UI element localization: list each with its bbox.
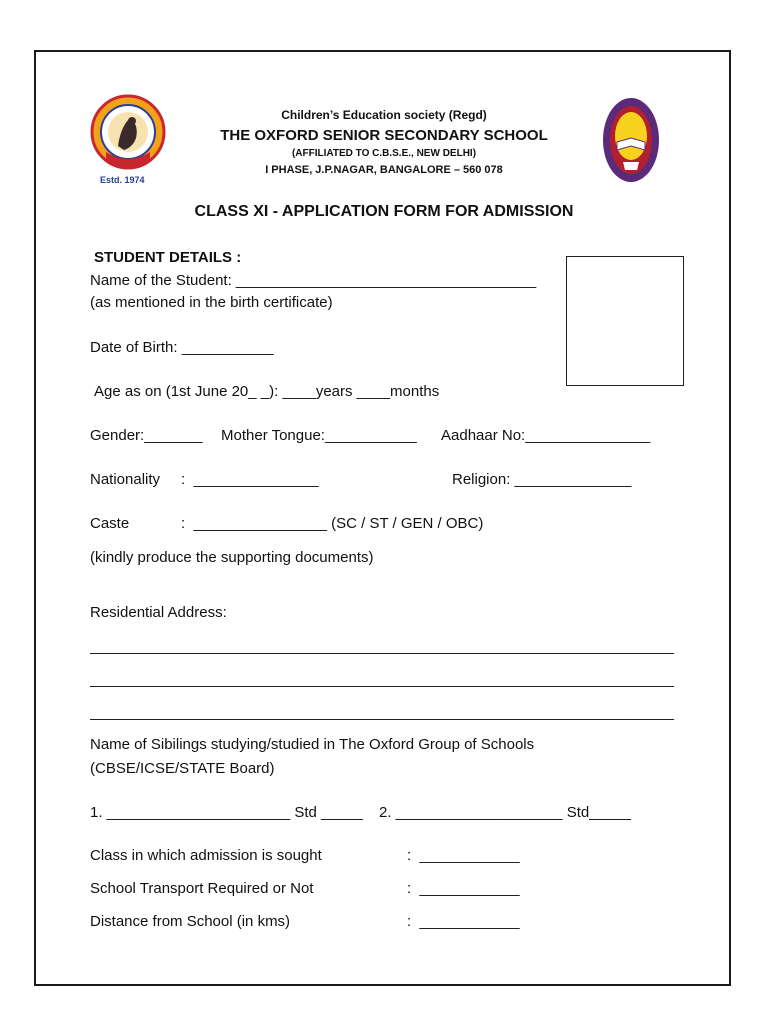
class-sought-label: Class in which admission is sought	[90, 847, 322, 864]
school-address: I PHASE, J.P.NAGAR, BANGALORE – 560 078	[265, 164, 503, 176]
caste-field[interactable]: : ________________ (SC / ST / GEN / OBC)	[181, 515, 484, 532]
photo-box	[566, 256, 684, 386]
address-label: Residential Address:	[90, 604, 227, 621]
mother-tongue-field[interactable]: Mother Tongue:___________	[221, 427, 417, 444]
address-line-1[interactable]: ______________________________________________________________________	[90, 638, 674, 655]
sibling-1-field[interactable]: 1. ______________________ Std _____	[90, 804, 363, 821]
distance-field[interactable]: : ____________	[407, 913, 520, 930]
class-sought-field[interactable]: : ____________	[407, 847, 520, 864]
form-title: CLASS XI - APPLICATION FORM FOR ADMISSION	[194, 203, 574, 220]
section-student-details: STUDENT DETAILS :	[94, 249, 242, 266]
address-line-3[interactable]: ______________________________________________________________________	[90, 704, 674, 721]
sibling-2-field[interactable]: 2. ____________________ Std_____	[379, 804, 631, 821]
student-name-field[interactable]: Name of the Student: ____________________________________	[90, 272, 537, 289]
nationality-field[interactable]: : _______________	[181, 471, 319, 488]
aadhaar-field[interactable]: Aadhaar No:_______________	[441, 427, 651, 444]
society-name: Children’s Education society (Regd)	[281, 108, 487, 122]
religion-field[interactable]: Religion: ______________	[452, 471, 632, 488]
transport-field[interactable]: : ____________	[407, 880, 520, 897]
gender-field[interactable]: Gender:_______	[90, 427, 203, 444]
affiliation: (AFFILIATED TO C.B.S.E., NEW DELHI)	[291, 148, 477, 159]
distance-label: Distance from School (in kms)	[90, 913, 291, 930]
siblings-label: Name of Sibilings studying/studied in The Oxford Group of Schools	[90, 736, 535, 753]
address-line-2[interactable]: ______________________________________________________________________	[90, 671, 674, 688]
student-name-note: (as mentioned in the birth certificate)	[90, 294, 333, 311]
transport-label: School Transport Required or Not	[90, 880, 314, 897]
age-field[interactable]: Age as on (1st June 20_ _): ____years ____months	[94, 383, 440, 400]
nationality-label: Nationality	[90, 471, 161, 488]
estd-label: Estd. 1974	[100, 175, 145, 185]
dob-field[interactable]: Date of Birth: ___________	[90, 339, 274, 356]
siblings-boards: (CBSE/ICSE/STATE Board)	[90, 760, 275, 777]
documents-note: (kindly produce the supporting documents)	[90, 549, 374, 566]
caste-label: Caste	[90, 515, 130, 532]
school-name: THE OXFORD SENIOR SECONDARY SCHOOL	[220, 127, 548, 144]
